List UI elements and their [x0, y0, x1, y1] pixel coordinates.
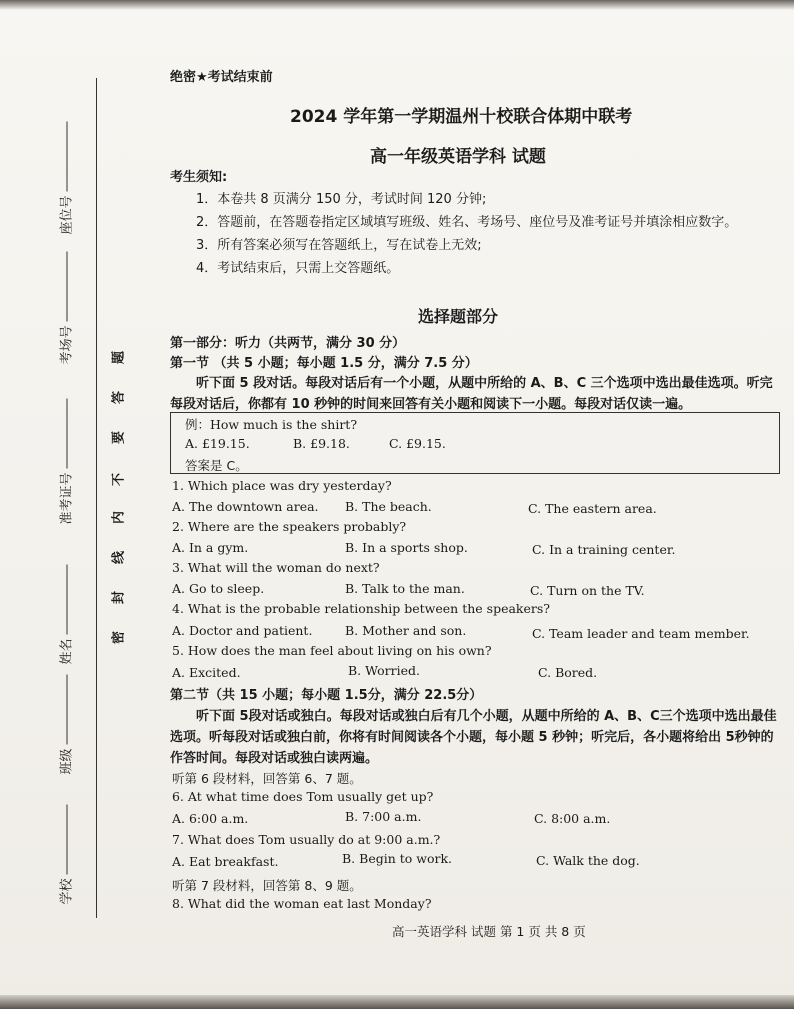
q7-option-c: C. Walk the dog. [536, 853, 640, 868]
notice-item: 3．所有答案必须写在答题纸上，写在试卷上无效; [196, 238, 482, 253]
school-field: 学校 [56, 855, 75, 905]
example-question: 例：How much is the shirt? [185, 417, 358, 432]
seal-char: 密 [111, 631, 127, 645]
page-footer: 高一英语学科 试题 第 1 页 共 8 页 [392, 924, 586, 939]
q5-option-b: B. Worried. [348, 663, 420, 678]
example-box [170, 412, 780, 474]
material-6-note: 听第 6 段材料，回答第 6、7 题。 [172, 771, 362, 786]
material-7-note: 听第 7 段材料，回答第 8、9 题。 [172, 878, 362, 893]
q2-option-b: B. In a sports shop. [345, 540, 468, 555]
page-edge-bottom [0, 995, 794, 1009]
example-answer: 答案是 C。 [185, 458, 248, 473]
exam-room-field: 考场号 [56, 315, 75, 365]
section-title: 选择题部分 [418, 307, 499, 326]
q4-option-a: A. Doctor and patient. [172, 623, 313, 638]
q1-option-b: B. The beach. [345, 499, 432, 514]
q1-option-a: A. The downtown area. [172, 499, 319, 514]
question-2: 2. Where are the speakers probably? [172, 519, 407, 534]
name-field: 姓名 [56, 615, 75, 665]
example-option-b: B. £9.18. [293, 436, 350, 451]
q7-option-b: B. Begin to work. [342, 851, 453, 866]
q1-option-c: C. The eastern area. [528, 501, 657, 516]
seal-char: 不 [111, 473, 127, 487]
q3-option-a: A. Go to sleep. [172, 581, 265, 596]
q6-option-b: B. 7:00 a.m. [345, 809, 422, 824]
question-4: 4. What is the probable relationship between the speakers? [172, 601, 550, 616]
seal-char: 题 [111, 351, 127, 365]
exam-title: 2024 学年第一学期温州十校联合体期中联考 [290, 107, 633, 127]
q6-option-a: A. 6:00 a.m. [172, 811, 249, 826]
notice-item: 1．本卷共 8 页满分 150 分，考试时间 120 分钟; [196, 192, 487, 207]
q7-option-a: A. Eat breakfast. [172, 854, 279, 869]
admission-number-field: 准考证号 [56, 475, 75, 525]
q5-option-a: A. Excited. [172, 665, 241, 680]
notice-item: 4．考试结束后，只需上交答题纸。 [196, 261, 400, 276]
seal-char: 内 [111, 511, 127, 525]
q4-option-b: B. Mother and son. [345, 623, 467, 638]
notice-item: 2．答题前，在答题卷指定区域填写班级、姓名、考场号、座位号及准考证号并填涂相应数字。 [196, 215, 738, 230]
q5-option-c: C. Bored. [538, 665, 598, 680]
question-1: 1. Which place was dry yesterday? [172, 478, 392, 493]
section2-instructions: 听下面 5段对话或独白。每段对话或独白后有几个小题，从题中所给的 A、B、C三个选项中选出最佳选项。听每段对话或独白前，你将有时间阅读各个小题，每小题 5 秒钟；听完后，各小题将给出 5秒钟的作答时间。每段对话或独白读两遍。 [170, 709, 777, 766]
exam-subtitle: 高一年级英语学科 试题 [370, 147, 546, 167]
seal-char: 要 [111, 431, 127, 445]
q2-option-a: A. In a gym. [172, 540, 249, 555]
question-8: 8. What did the woman eat last Monday? [172, 896, 432, 911]
q6-option-c: C. 8:00 a.m. [534, 811, 611, 826]
section2-title: 第二节（共 15 小题；每小题 1.5分，满分 22.5分） [170, 688, 483, 703]
part-title: 第一部分：听力（共两节，满分 30 分） [170, 336, 406, 351]
seal-char: 答 [111, 391, 127, 405]
class-field: 班级 [56, 725, 75, 775]
section1-title: 第一节 （共 5 小题；每小题 1.5 分，满分 7.5 分） [170, 356, 478, 371]
q2-option-c: C. In a training center. [532, 542, 676, 557]
question-3: 3. What will the woman do next? [172, 560, 380, 575]
page-edge-top [0, 0, 794, 10]
example-option-a: A. £19.15. [185, 436, 250, 451]
seat-number-field: 座位号 [56, 185, 75, 235]
confidential-label: 绝密★考试结束前 [170, 70, 273, 85]
seal-char: 线 [111, 551, 127, 565]
question-6: 6. At what time does Tom usually get up? [172, 789, 434, 804]
example-option-c: C. £9.15. [389, 436, 446, 451]
seal-char: 封 [111, 591, 127, 605]
binding-line [96, 78, 97, 918]
q3-option-b: B. Talk to the man. [345, 581, 465, 596]
section1-instructions: 听下面 5 段对话。每段对话后有一个小题，从题中所给的 A、B、C 三个选项中选出最佳选项。听完每段对话后，你都有 10 秒钟的时间来回答有关小题和阅读下一小题。每段对话仅读一遍。 [170, 376, 773, 412]
question-5: 5. How does the man feel about living on his own? [172, 643, 492, 658]
q4-option-c: C. Team leader and team member. [532, 626, 750, 641]
question-7: 7. What does Tom usually do at 9:00 a.m.? [172, 832, 441, 847]
q3-option-c: C. Turn on the TV. [530, 583, 645, 598]
notice-title: 考生须知: [170, 170, 228, 185]
